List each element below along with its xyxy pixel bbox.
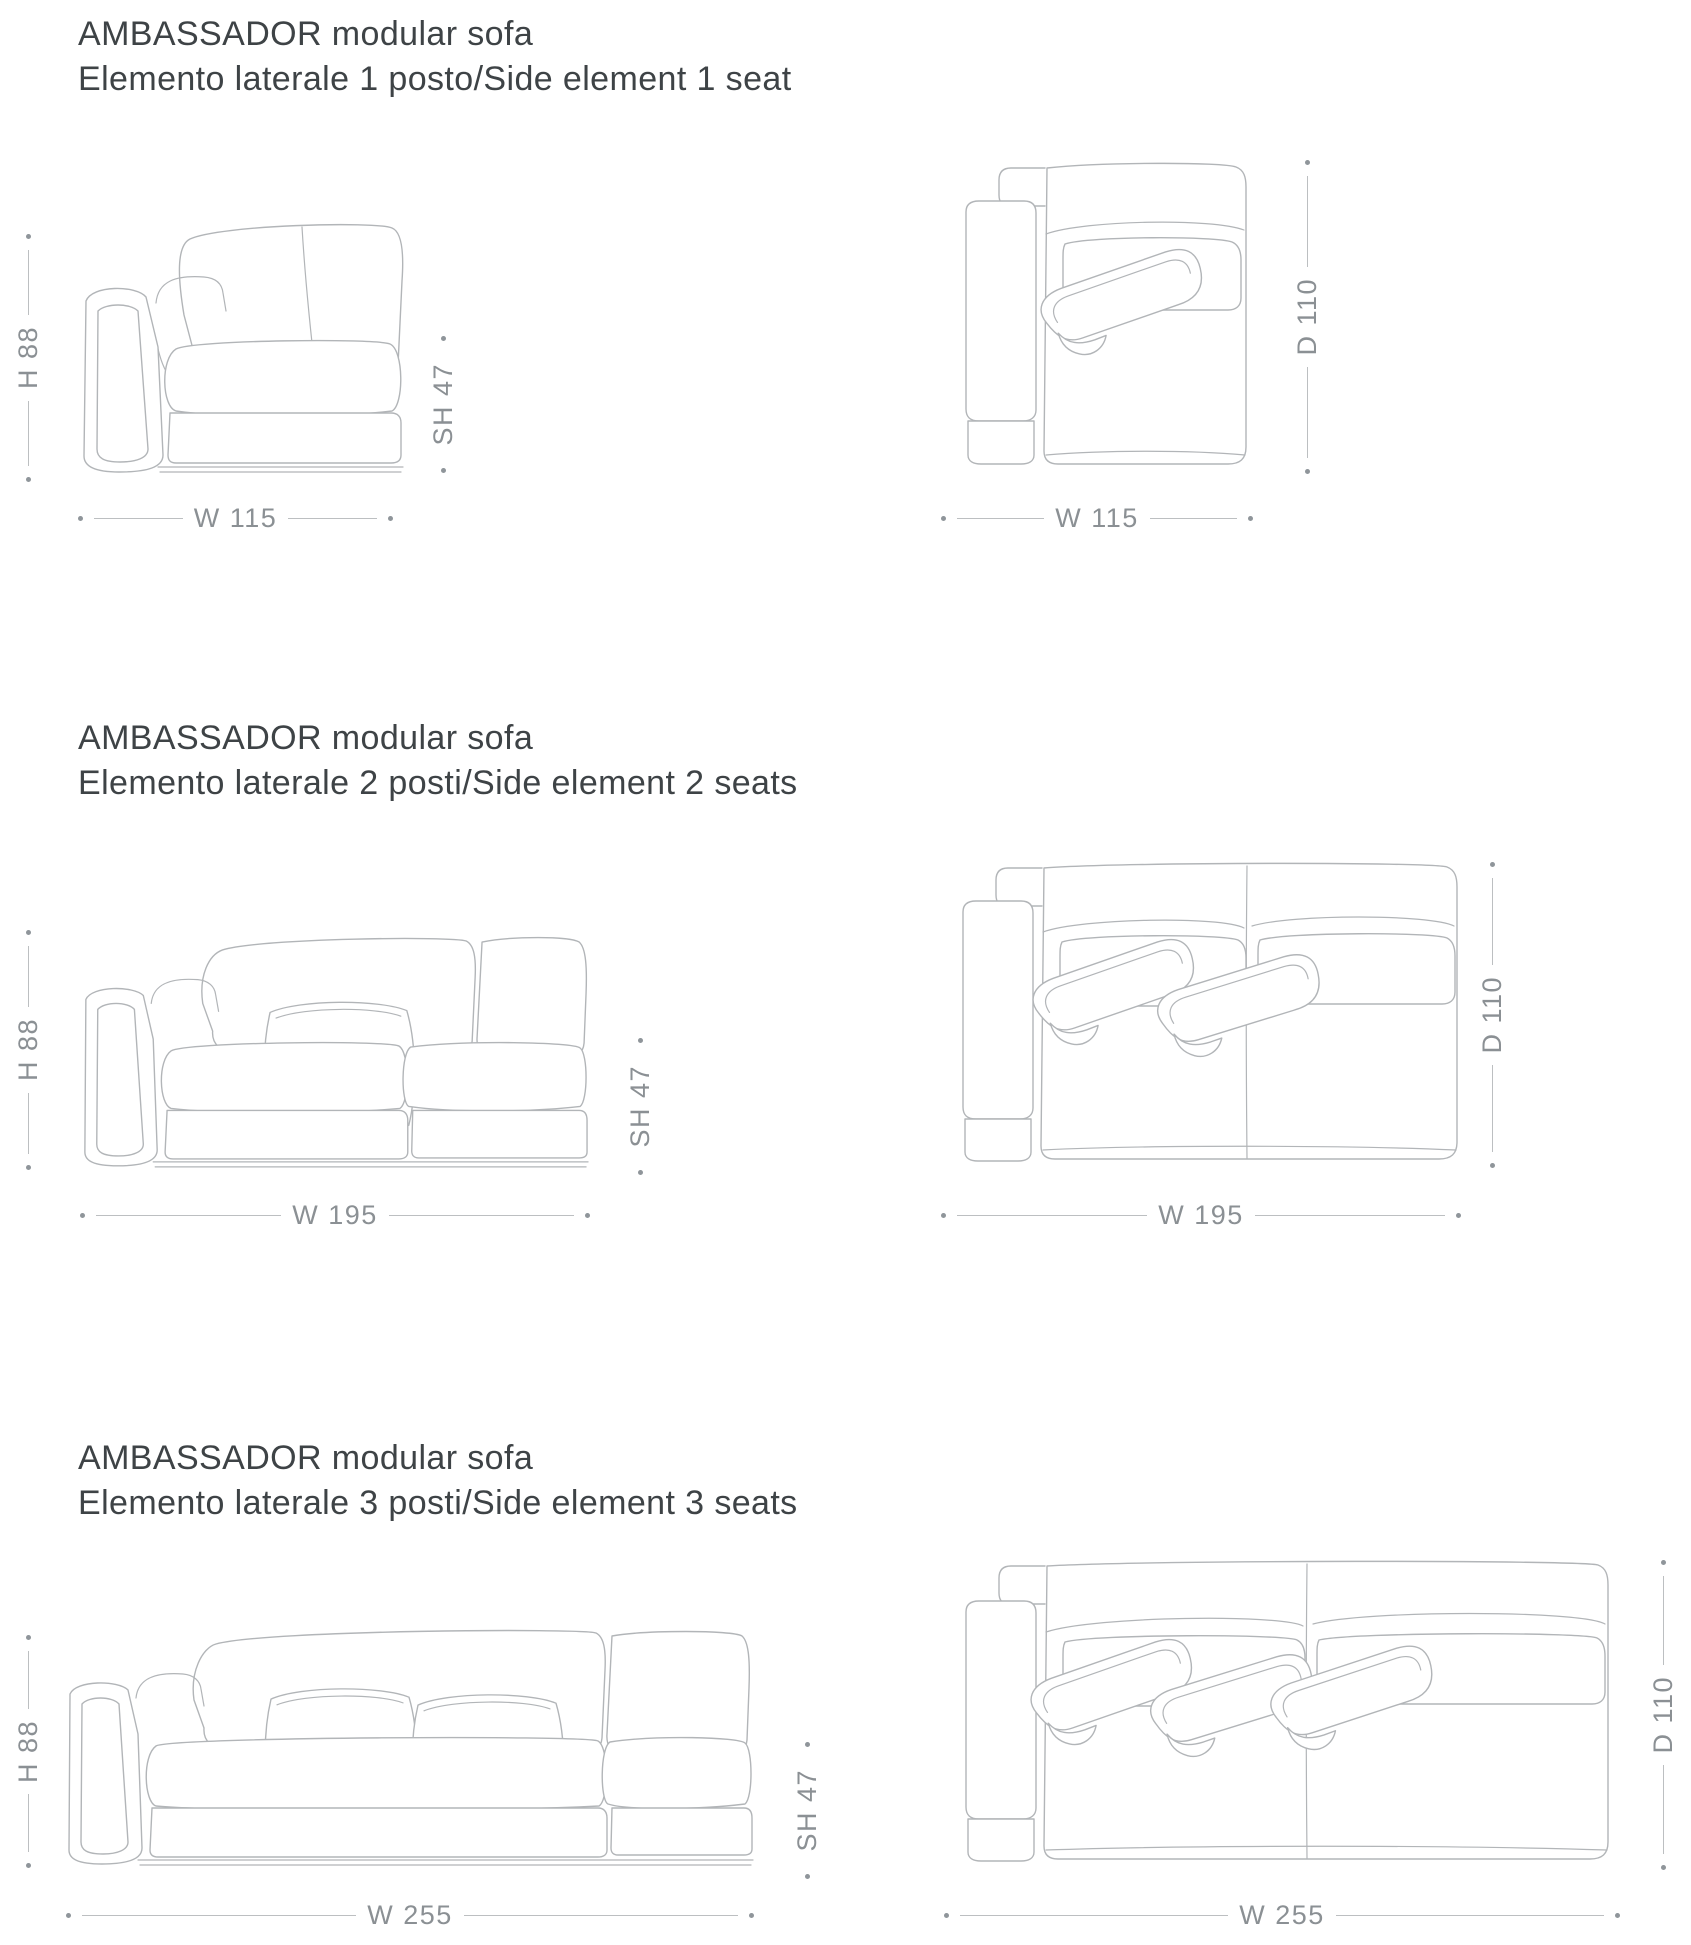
dimension-line [1150,518,1237,519]
top-view-drawing [945,1556,1615,1868]
dimension-endpoint-dot [1661,1865,1666,1870]
product-title: AMBASSADOR modular sofa [78,1439,534,1477]
width-dimension [78,504,393,532]
dimension-label: W 195 [1158,1199,1244,1230]
dimension-endpoint-dot [749,1913,754,1918]
height-dimension [14,1635,42,1868]
variant-subtitle: Elemento laterale 2 posti/Side element 2 seats [78,764,798,802]
dimension-endpoint-dot [388,516,393,521]
dimension-endpoint-dot [26,234,31,239]
section-title [78,716,798,806]
dimension-line [1307,367,1308,458]
dimension-label: D 110 [1291,278,1322,356]
dimension-endpoint-dot [638,1038,643,1043]
dimension-endpoint-dot [1661,1560,1666,1565]
product-title: AMBASSADOR modular sofa [78,15,534,53]
dimension-label: W 195 [292,1199,378,1230]
dimension-label: W 255 [1239,1899,1325,1930]
depth-dimension [1478,862,1506,1168]
dimension-label: W 115 [193,502,278,533]
dimension-label: W 115 [1055,502,1139,533]
dimension-line [96,1215,281,1216]
front-view-drawing [72,925,592,1170]
dimension-line [94,518,183,519]
depth-dimension [1649,1560,1677,1870]
dimension-endpoint-dot [78,516,83,521]
dimension-endpoint-dot [944,1913,949,1918]
dimension-endpoint-dot [585,1213,590,1218]
dimension-endpoint-dot [26,1165,31,1170]
seat-height-dimension [429,336,457,464]
dimension-endpoint-dot [1248,516,1253,521]
dimension-line [28,1093,29,1154]
dimension-line [1255,1215,1445,1216]
height-dimension [14,930,42,1170]
dimension-line [1336,1915,1604,1916]
dimension-label: H 88 [12,1719,43,1784]
dimension-line [1307,176,1308,267]
front-view-drawing [56,1618,756,1868]
dimension-endpoint-dot [805,1742,810,1747]
dimension-line [1492,1065,1493,1152]
dimension-endpoint-dot [1456,1213,1461,1218]
dimension-endpoint-dot [80,1213,85,1218]
dimension-label: SH 47 [624,1065,655,1148]
dimension-endpoint-dot [26,1863,31,1868]
dimension-label: W 255 [367,1899,453,1930]
dimension-endpoint-dot [1490,862,1495,867]
seat-height-dimension [626,1038,654,1165]
dimension-line [82,1915,356,1916]
dimension-line [389,1215,574,1216]
top-view-drawing [945,158,1250,473]
width-dimension [941,1201,1461,1229]
seat-height-dimension [793,1742,821,1868]
dimension-endpoint-dot [941,516,946,521]
dimension-line [960,1915,1228,1916]
dimension-endpoint-dot [26,1635,31,1640]
dimension-line [464,1915,738,1916]
variant-subtitle: Elemento laterale 3 posti/Side element 3 seats [78,1484,798,1522]
variant-subtitle: Elemento laterale 1 posto/Side element 1 seat [78,60,792,98]
width-dimension [944,1901,1620,1929]
dimension-line [1663,1576,1664,1665]
dimension-line [28,1651,29,1709]
height-dimension [14,234,42,482]
dimension-label: D 110 [1476,976,1507,1054]
dimension-line [28,1794,29,1852]
dimension-label: SH 47 [791,1769,822,1852]
dimension-endpoint-dot [638,1170,643,1175]
dimension-label: D 110 [1647,1676,1678,1754]
front-view-drawing [70,215,410,482]
dimension-label: H 88 [12,326,43,390]
dimension-endpoint-dot [1305,160,1310,165]
dimension-endpoint-dot [805,1874,810,1879]
dimension-endpoint-dot [941,1213,946,1218]
width-dimension [80,1201,590,1229]
dimension-endpoint-dot [1305,469,1310,474]
width-dimension [941,504,1253,532]
dimension-label: SH 47 [427,363,458,446]
dimension-line [957,1215,1147,1216]
dimension-endpoint-dot [1490,1163,1495,1168]
dimension-line [28,250,29,315]
depth-dimension [1293,160,1321,474]
dimension-endpoint-dot [66,1913,71,1918]
dimension-line [28,401,29,466]
dimension-endpoint-dot [441,468,446,473]
section-title [78,12,792,102]
dimension-label: H 88 [12,1018,43,1082]
section-title [78,1436,798,1526]
dimension-line [957,518,1044,519]
product-title: AMBASSADOR modular sofa [78,719,534,757]
dimension-endpoint-dot [1615,1913,1620,1918]
dimension-line [288,518,377,519]
top-view-drawing [942,858,1462,1168]
dimension-endpoint-dot [26,930,31,935]
dimension-line [1663,1765,1664,1854]
dimension-line [28,946,29,1007]
dimension-endpoint-dot [441,336,446,341]
dimension-line [1492,878,1493,965]
width-dimension [66,1901,754,1929]
dimension-endpoint-dot [26,477,31,482]
